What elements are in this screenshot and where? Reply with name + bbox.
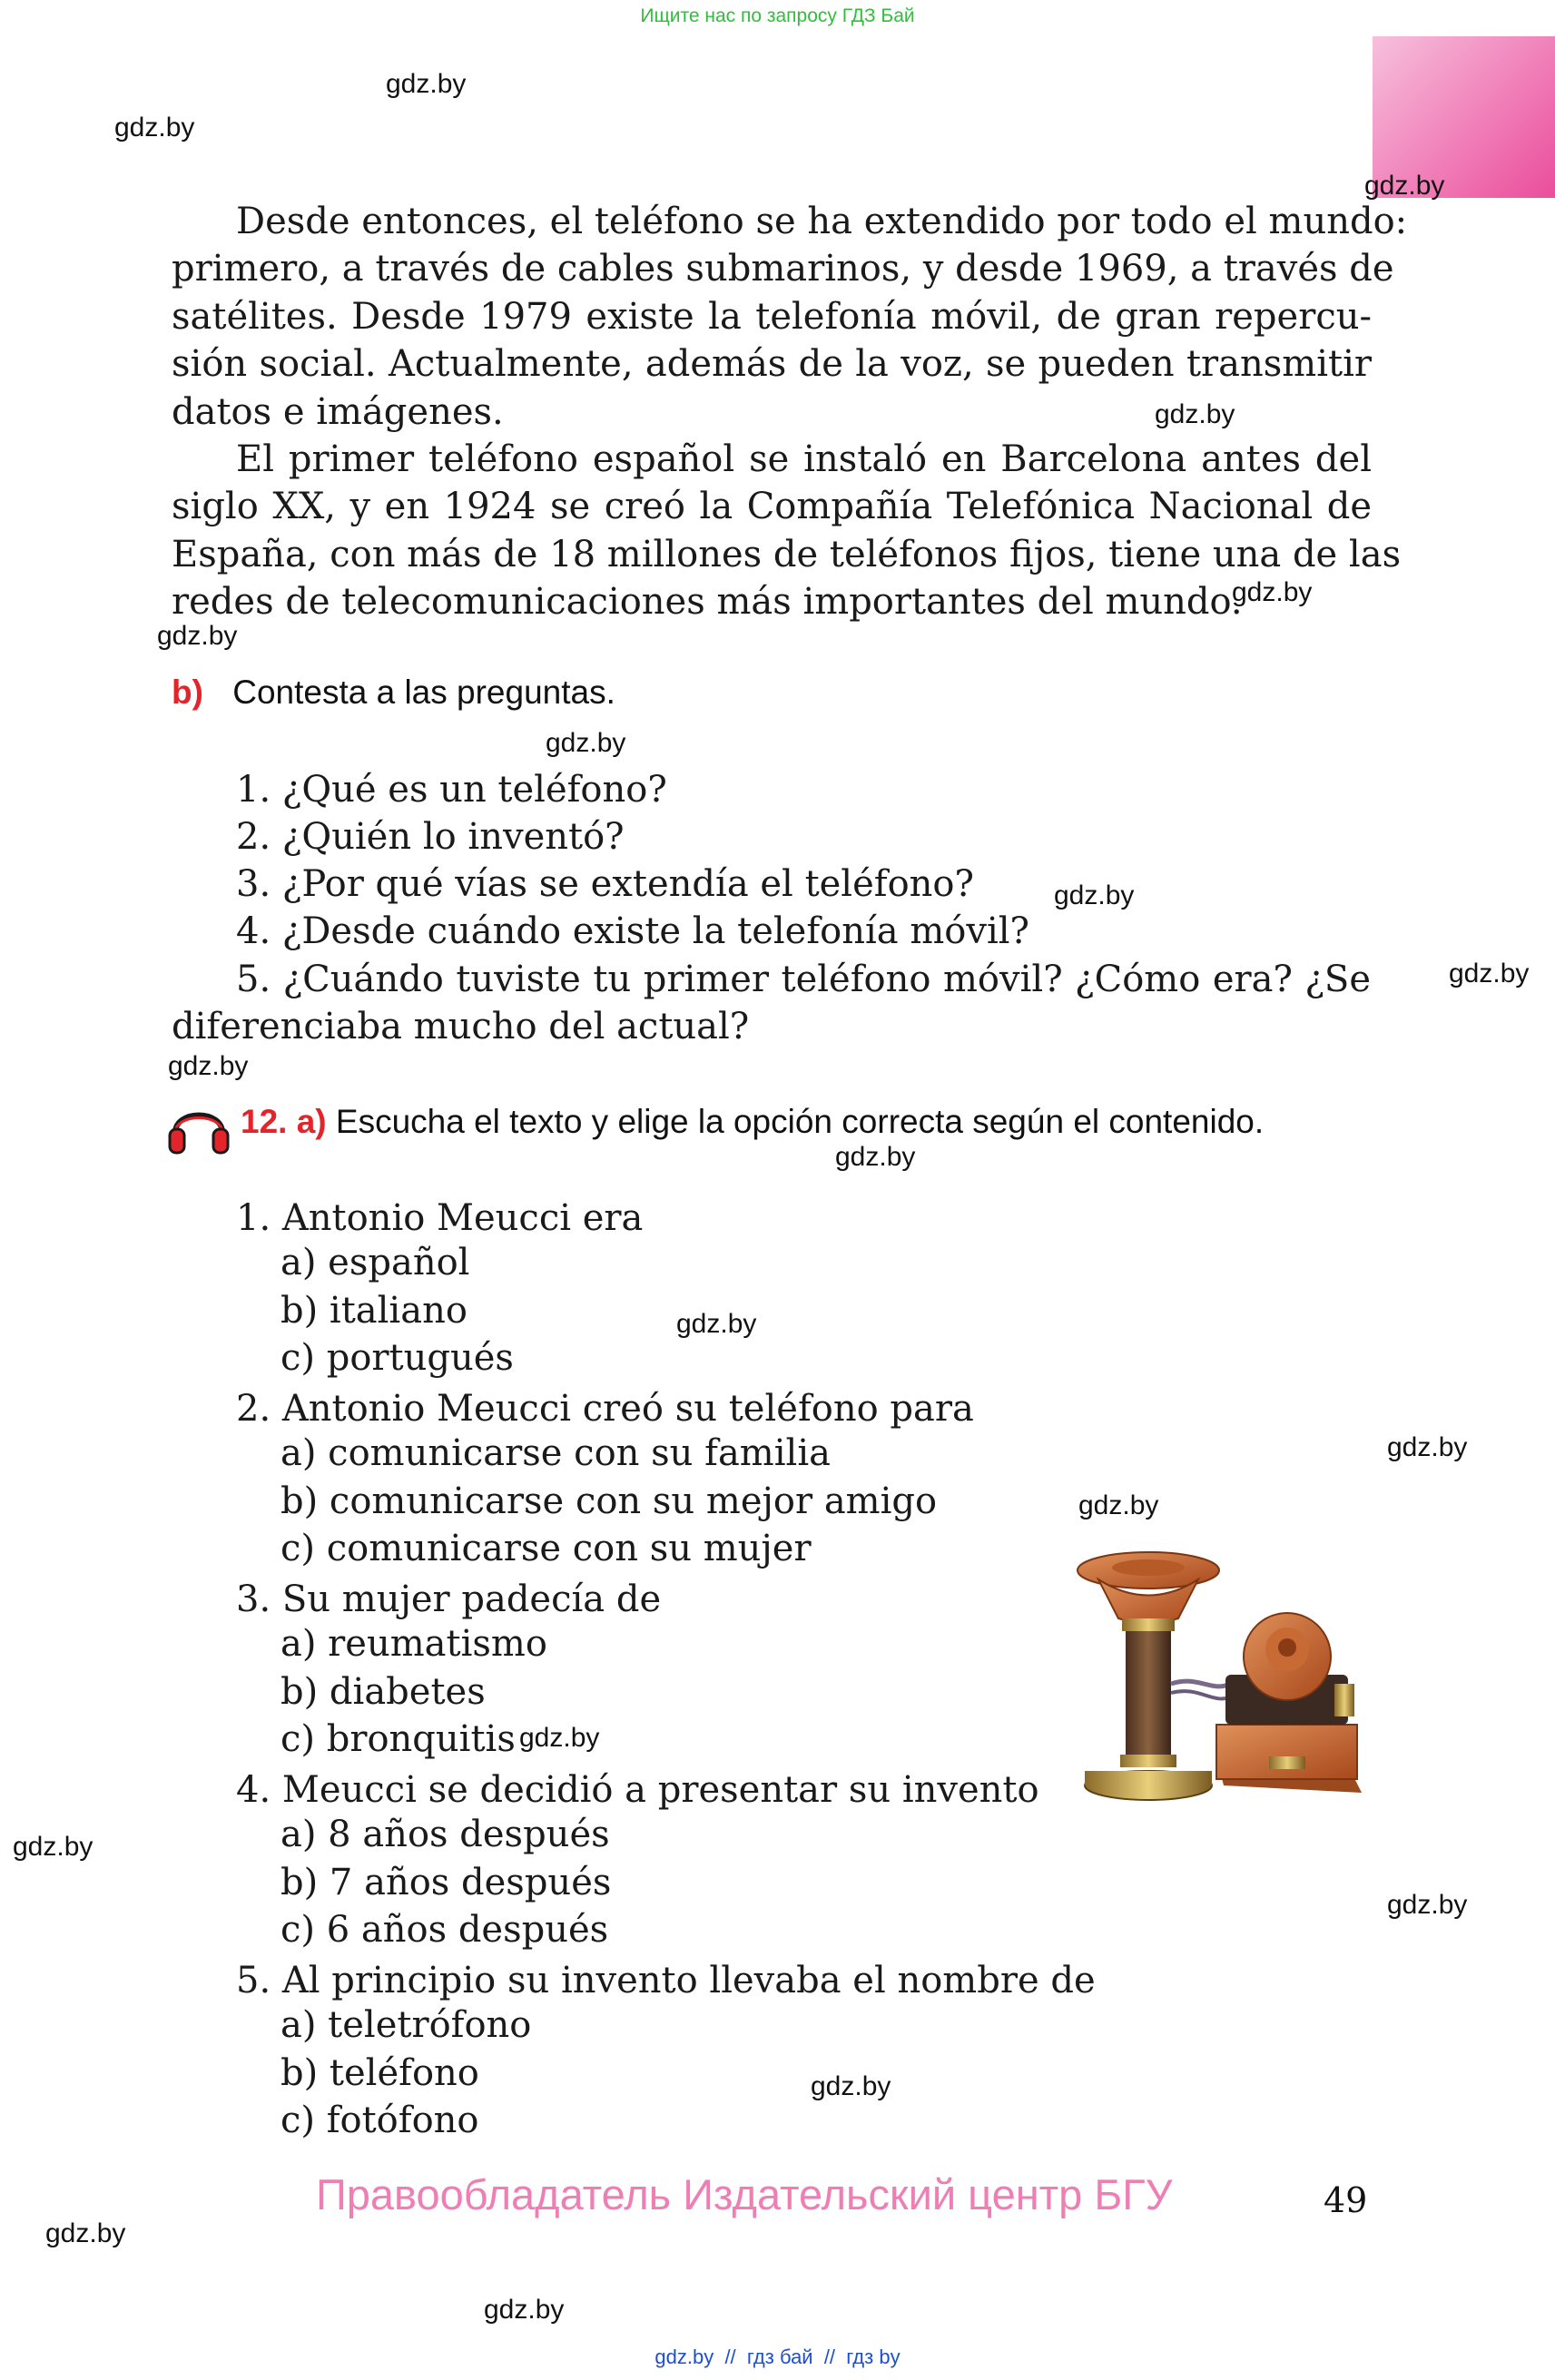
task-b-text: Contesta a las preguntas. [232,674,615,711]
watermark: gdz.by [676,1309,757,1339]
task-b-heading [172,674,615,712]
quiz-option[interactable]: c) 6 años después [280,1909,609,1951]
headphones-icon[interactable] [166,1097,231,1156]
watermark: gdz.by [45,2218,126,2248]
watermark: gdz.by [546,728,626,758]
question-item: 5. ¿Cuándo tuviste tu primer teléfono móvil? ¿Cómo era? ¿Se [236,959,1371,1000]
paragraph-spanish-telephone [172,436,1402,626]
watermark: gdz.by [1232,577,1313,607]
watermark: gdz.by [1387,1890,1468,1920]
paragraph-telephone-spread [172,198,1408,436]
quiz-question: 5. Al principio su invento llevaba el nombre de [236,1960,1096,2001]
watermark: gdz.by [1054,880,1135,910]
task-12-text: Escucha el texto y elige la opción correcta según el contenido. [335,1103,1265,1140]
watermark: gdz.by [1155,399,1235,429]
quiz-option[interactable]: c) comunicarse con su mujer [280,1528,812,1569]
quiz-option[interactable]: b) comunicarse con su mejor amigo [280,1480,938,1522]
text-line: satélites. Desde 1979 existe la telefonía móvil, de gran repercu- [172,295,1372,338]
watermark: gdz.by [484,2295,565,2325]
quiz-question: 1. Antonio Meucci era [236,1197,644,1239]
text-line: datos e imágenes. [172,390,504,433]
antique-telephone-illustration [1062,1548,1371,1806]
task-12-number: 12. [241,1103,288,1140]
quiz-option[interactable]: b) 7 años después [280,1862,612,1903]
top-banner[interactable]: Ищите нас по запросу ГДЗ Бай [640,5,915,26]
watermark: gdz.by [386,69,467,99]
watermark: gdz.by [519,1723,600,1753]
quiz-option[interactable]: a) teletrófono [280,2004,532,2046]
watermark: gdz.by [157,621,238,651]
question-item: 4. ¿Desde cuándo existe la telefonía móvil? [236,910,1029,952]
watermark: gdz.by [835,1142,916,1172]
question-item: 1. ¿Qué es un teléfono? [236,769,667,811]
quiz-question: 4. Meucci se decidió a presentar su invento [236,1769,1039,1811]
text-line: siglo XX, y en 1924 se creó la Compañía Telefónica Nacional de [172,486,1372,528]
quiz-option[interactable]: a) español [280,1242,470,1283]
task-b-label: b) [172,674,203,711]
text-line: primero, a través de cables submarinos, y desde 1969, a través de [172,248,1394,290]
copyright-notice: Правообладатель Издательский центр БГУ [316,2170,1173,2218]
text-line: El primer teléfono español se instaló en Barcelona antes del [236,438,1372,480]
watermark: gdz.by [1449,959,1530,988]
quiz-option[interactable]: a) reumatismo [280,1623,547,1665]
quiz-option[interactable]: b) italiano [280,1290,467,1332]
text-line: sión social. Actualmente, además de la voz, se pueden transmitir [172,343,1372,386]
question-item: 3. ¿Por qué vías se extendía el teléfono? [236,863,974,905]
question-item: 2. ¿Quién lo inventó? [236,816,625,858]
task-12-label: a) [296,1103,327,1140]
question-item-continued: diferenciaba mucho del actual? [172,1006,750,1047]
text-line: redes de telecomunicaciones más importantes del mundo. [172,581,1243,624]
watermark: gdz.by [114,113,195,143]
quiz-question: 3. Su mujer padecía de [236,1578,662,1620]
text-line: Desde entonces, el teléfono se ha extendido por todo el mundo: [236,201,1408,242]
quiz-option[interactable]: c) portugués [280,1337,514,1379]
quiz-option[interactable]: c) fotófono [280,2100,479,2141]
task-12-heading [241,1103,1264,1141]
quiz-question: 2. Antonio Meucci creó su teléfono para [236,1388,974,1430]
watermark: gdz.by [1364,171,1445,201]
watermark: gdz.by [811,2071,891,2101]
quiz-option[interactable]: c) bronquitis [280,1718,516,1760]
page-number: 49 [1324,2180,1368,2220]
quiz-option[interactable]: b) teléfono [280,2052,479,2094]
watermark: gdz.by [168,1051,249,1081]
text-line: España, con más de 18 millones de teléfonos fijos, tiene una de las [172,533,1402,575]
watermark: gdz.by [1387,1432,1468,1462]
watermark: gdz.by [1078,1490,1159,1520]
quiz-option[interactable]: b) diabetes [280,1671,486,1713]
quiz-option[interactable]: a) 8 años después [280,1814,610,1855]
watermark: gdz.by [13,1832,93,1862]
bottom-links[interactable]: gdz.by // гдз бай // гдз by [654,2346,901,2368]
quiz-option[interactable]: a) comunicarse con su familia [280,1432,831,1474]
